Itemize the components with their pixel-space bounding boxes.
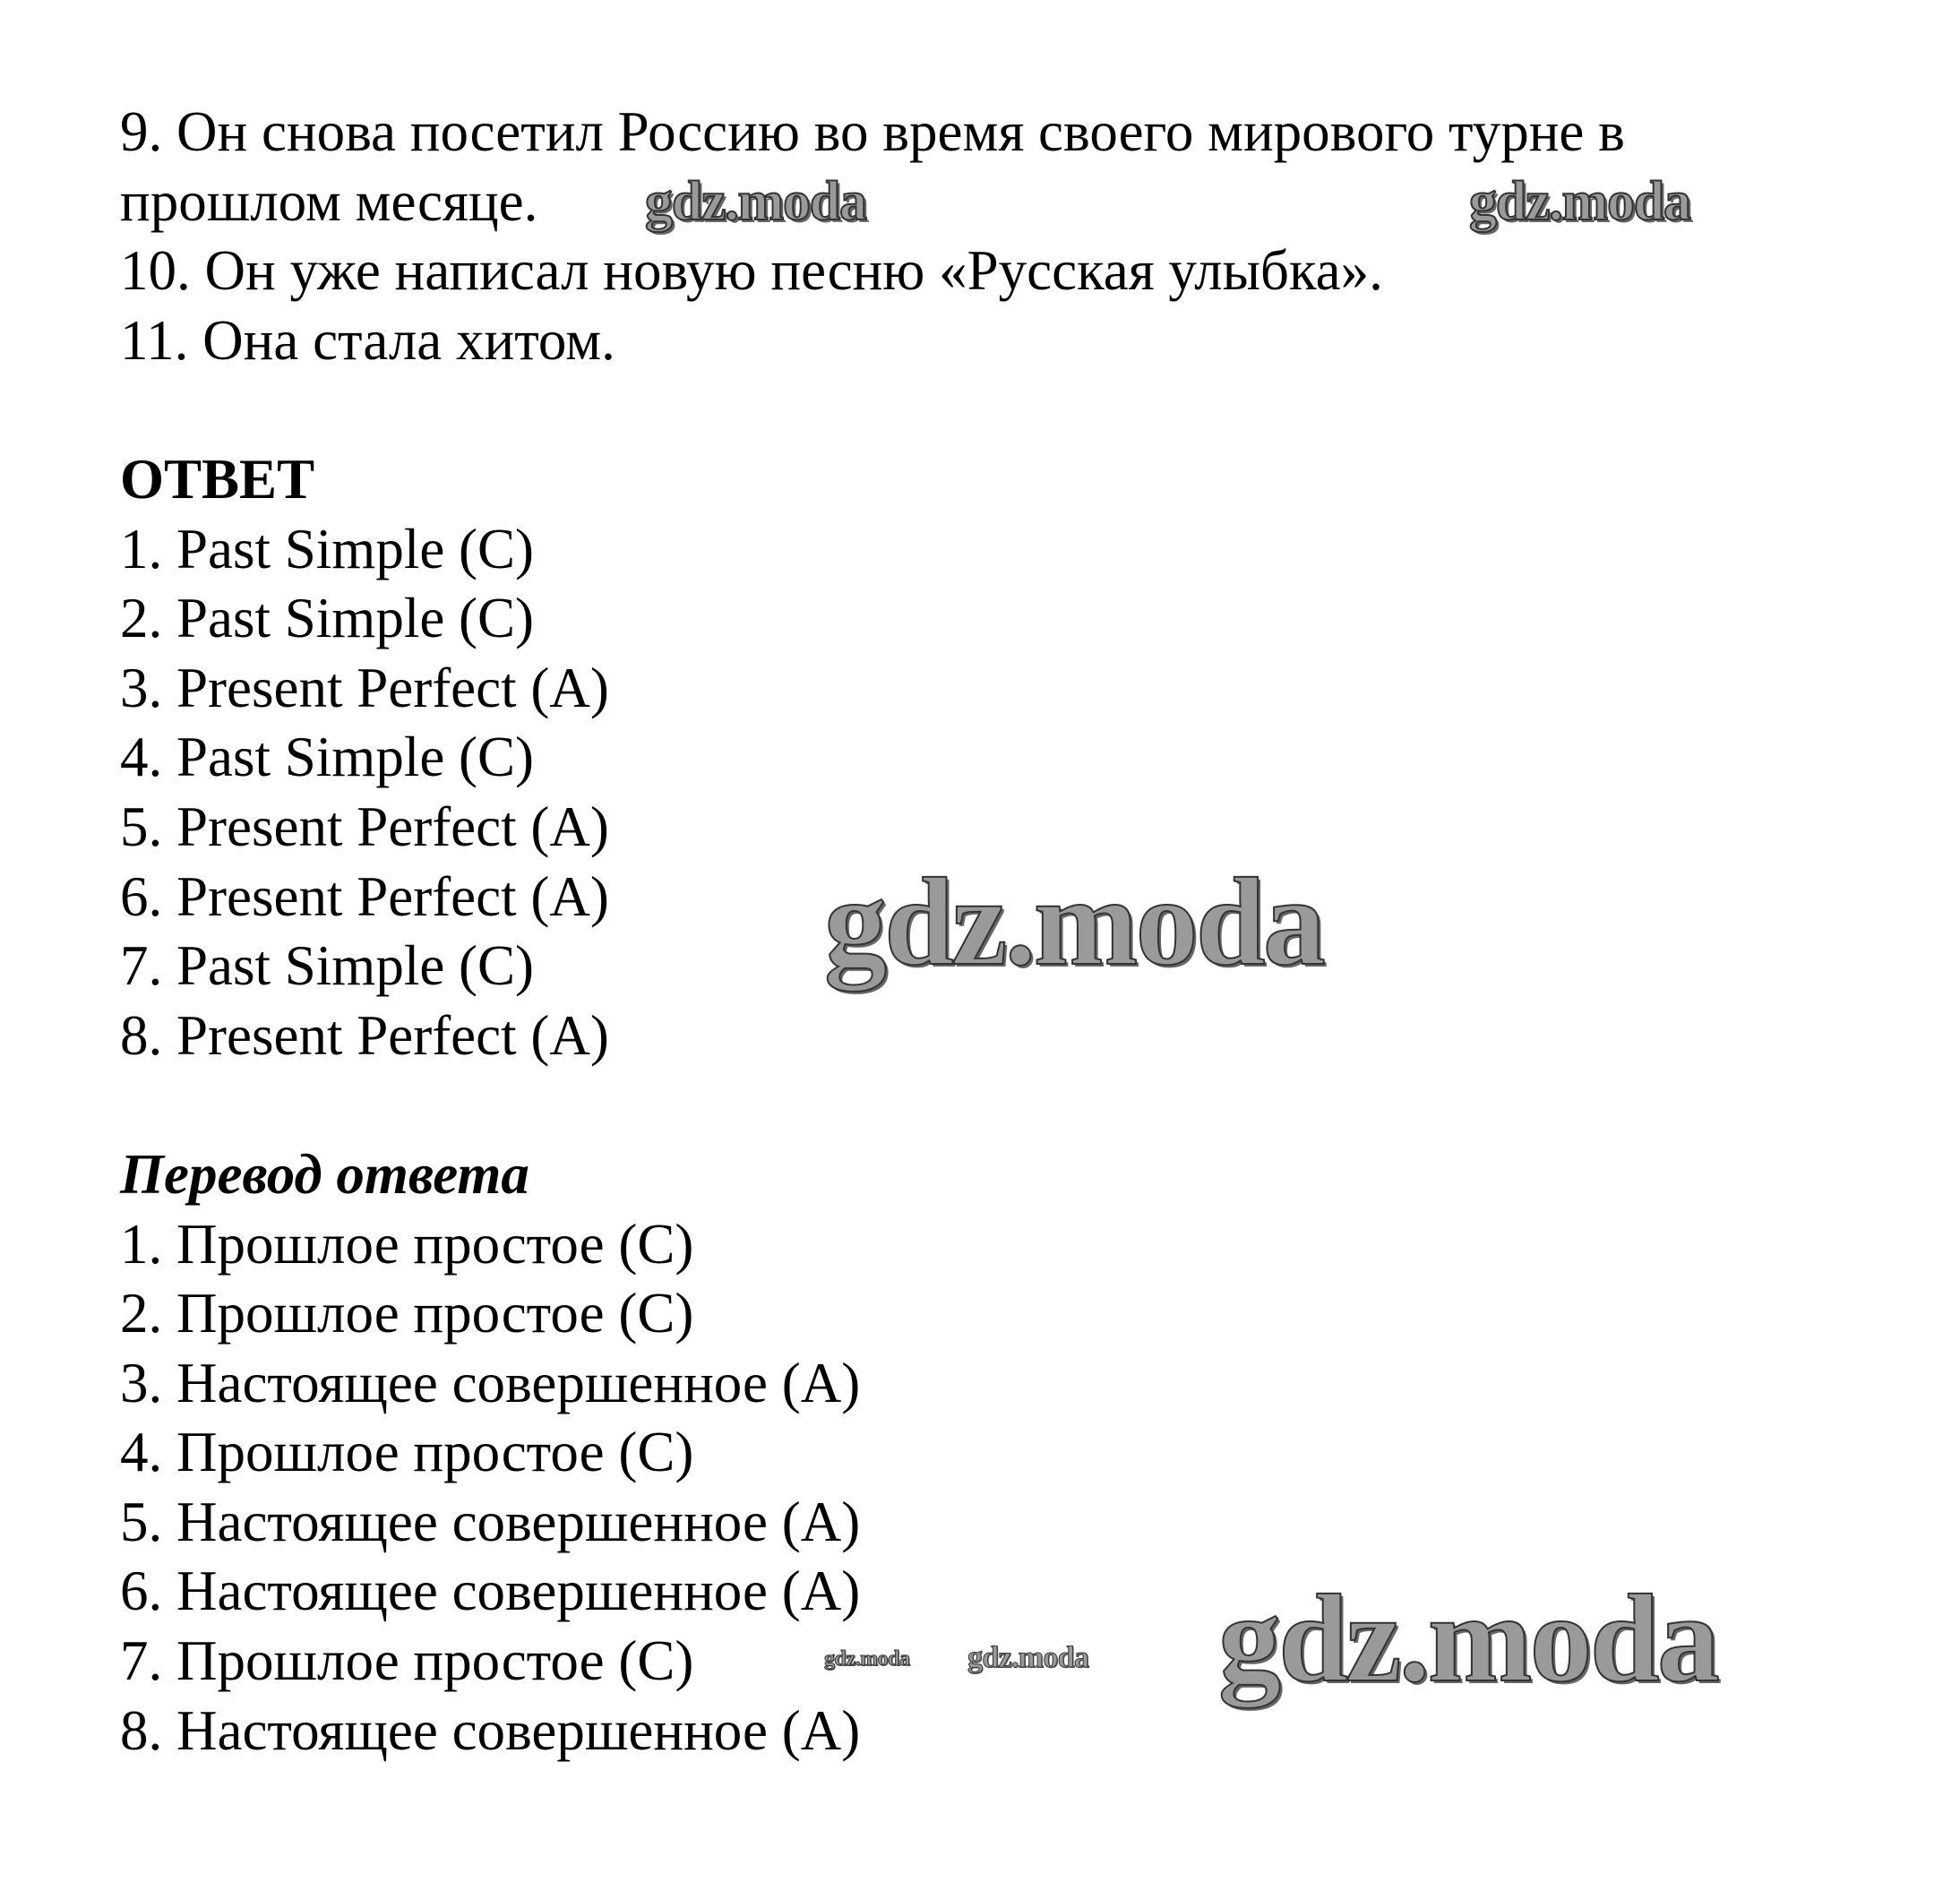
translation-item: 8. Настоящее совершенное (А) <box>120 1698 861 1762</box>
answer-item: 8. Present Perfect (A) <box>120 1003 609 1067</box>
translation-item: 3. Настоящее совершенное (А) <box>120 1351 861 1414</box>
answer-item: 3. Present Perfect (A) <box>120 656 609 719</box>
watermark: gdz.moda <box>824 853 1324 992</box>
translation-item: 4. Прошлое простое (С) <box>120 1421 694 1484</box>
answer-item: 5. Present Perfect (A) <box>120 795 609 858</box>
answer-item: 2. Past Simple (C) <box>120 587 535 650</box>
translation-item: 1. Прошлое простое (С) <box>120 1212 694 1276</box>
answer-heading: ОТВЕТ <box>120 447 315 511</box>
watermark: gdz.moda <box>1218 1569 1718 1708</box>
task-line: прошлом месяце. <box>120 169 538 233</box>
answer-item: 7. Past Simple (C) <box>120 934 535 998</box>
answer-item: 6. Present Perfect (A) <box>120 864 609 928</box>
translation-item: 5. Настоящее совершенное (А) <box>120 1490 861 1553</box>
task-line: 11. Она стала хитом. <box>120 308 615 372</box>
translation-item: 7. Прошлое простое (С) <box>120 1629 694 1693</box>
answer-item: 4. Past Simple (C) <box>120 726 535 789</box>
watermark: gdz.moda <box>967 1641 1089 1674</box>
answer-item: 1. Past Simple (C) <box>120 517 535 580</box>
translation-heading: Перевод ответа <box>120 1142 529 1206</box>
watermark: gdz.moda <box>1469 171 1690 232</box>
task-line: 9. Он снова посетил Россию во время своего мирового турне в <box>120 100 1625 163</box>
task-line: 10. Он уже написал новую песню «Русская улыбка». <box>120 239 1383 303</box>
watermark: gdz.moda <box>824 1647 910 1671</box>
translation-item: 6. Настоящее совершенное (А) <box>120 1560 861 1623</box>
translation-item: 2. Прошлое простое (С) <box>120 1282 694 1345</box>
watermark: gdz.moda <box>645 171 866 232</box>
